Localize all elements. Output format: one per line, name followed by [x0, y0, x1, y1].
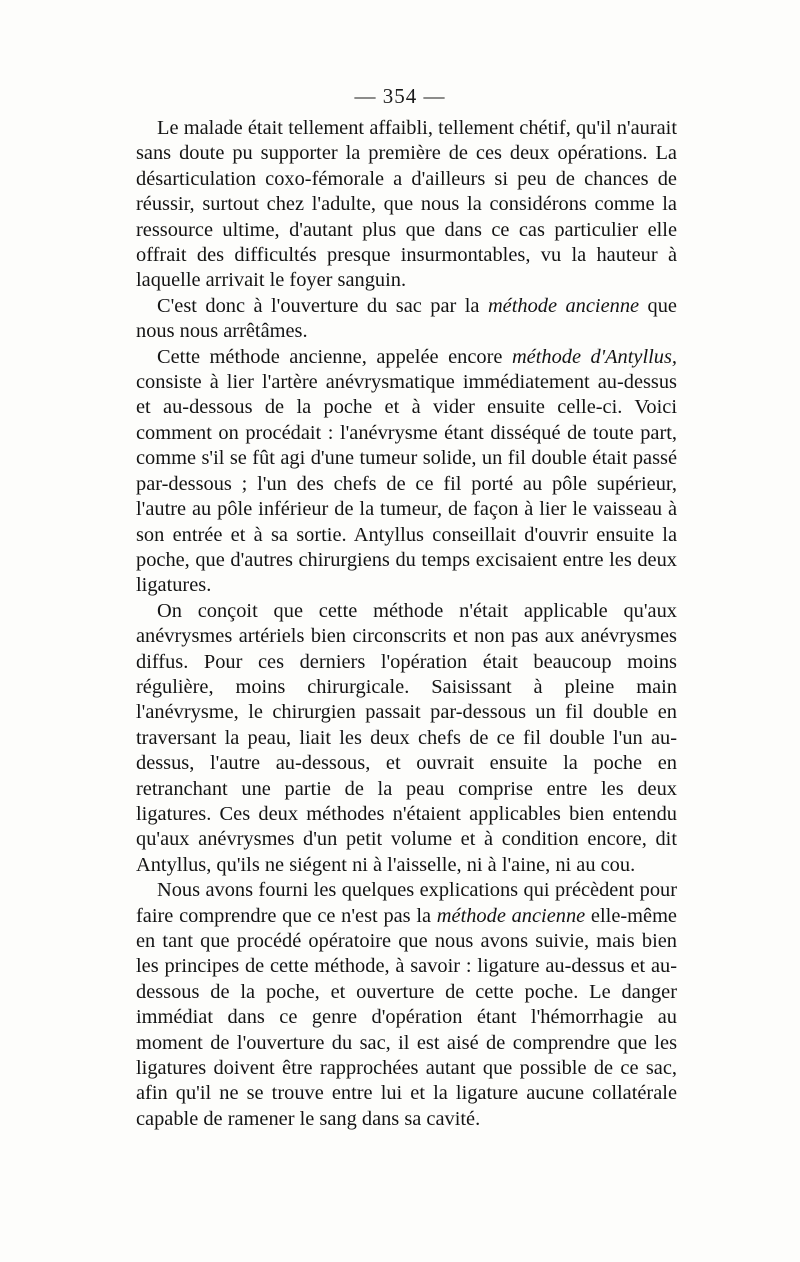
- text-run: Le malade était tellement affaibli, tellement chétif, qu'il n'aurait sans doute pu supporter la première de ces deux opérations. La désarticulation coxo-fémorale a d'ailleurs si peu de chances de réussir, surtout chez l'adulte, que nous la considérons comme la ressource ultime, d'autant plus que dans ce cas particulier elle offrait des difficultés presque insurmontables, vu la hauteur à laquelle arrivait le foyer sanguin.: [136, 117, 677, 292]
- text-run: On conçoit que cette méthode n'était applicable qu'aux anévrysmes artériels bien circonscrits et non pas aux anévrysmes diffus. Pour ces derniers l'opération était beaucoup moins régulière, moins chirurgicale. Saisissant à pleine main l'anévrysme, le chirurgien passait par-dessous un fil double en traversant la peau, liait les deux chefs de ce fil double l'un au-dessus, l'autre au-dessous, et ouvrait ensuite la poche en retranchant une partie de la peau comprise entre les deux ligatures. Ces deux méthodes n'étaient applicables bien entendu qu'aux anévrysmes d'un petit volume et à condition encore, dit Antyllus, qu'ils ne siégent ni à l'aisselle, ni à l'aine, ni au cou.: [136, 599, 677, 876]
- text-run: Nous avons fourni les quelques explications qui précèdent pour faire comprendre que ce n'est pas la: [136, 879, 677, 927]
- text-run: consiste à lier l'artère anévrysmatique immédiatement au-dessus et au-dessous de la poche et à vider ensuite celle-ci. Voici comment on procédait : l'anévrysme étant disséqué de toute part, comme s'il se fût agi d'une tumeur solide, un fil double était passé par-dessous ; l'un des chefs de ce fil porté au pôle supérieur, l'autre au pôle inférieur de la tumeur, de façon à lier le vaisseau à son entrée et à sa sortie. Antyllus conseillait d'ouvrir ensuite la poche, que d'autres chirurgiens du temps excisaient entre les deux ligatures.: [136, 371, 677, 597]
- text-run: Cette méthode ancienne, appelée encore: [157, 345, 512, 368]
- paragraph-p5: [136, 878, 677, 1132]
- text-run: elle-même en tant que procédé opératoire que nous avons suivie, mais bien les principes de cette méthode, à savoir : ligature au-dessus et au-dessous de la poche, et ouverture de cette poche. Le danger immédiat dans ce genre d'opération étant l'hémorrhagie au moment de l'ouverture du sac, il est aisé de comprendre que les ligatures doivent être rapprochées autant que possible de ce sac, afin qu'il ne se trouve entre lui et la ligature aucune collatérale capable de ramener le sang dans sa cavité.: [136, 904, 677, 1130]
- paragraph-p4: [136, 599, 677, 878]
- text-run: que nous nous arrêtâmes.: [136, 294, 677, 343]
- italic-phrase: méthode ancienne: [436, 904, 586, 927]
- page-number: — 354 —: [354, 84, 446, 108]
- paragraph-p2: [136, 294, 677, 345]
- paragraph-p3: [136, 345, 677, 599]
- paragraph-p1: [136, 116, 677, 294]
- italic-phrase: méthode d'Antyllus,: [511, 345, 678, 368]
- body-text: [136, 116, 677, 1132]
- text-run: C'est donc à l'ouverture du sac par la: [157, 294, 488, 317]
- italic-phrase: méthode ancienne: [487, 294, 640, 317]
